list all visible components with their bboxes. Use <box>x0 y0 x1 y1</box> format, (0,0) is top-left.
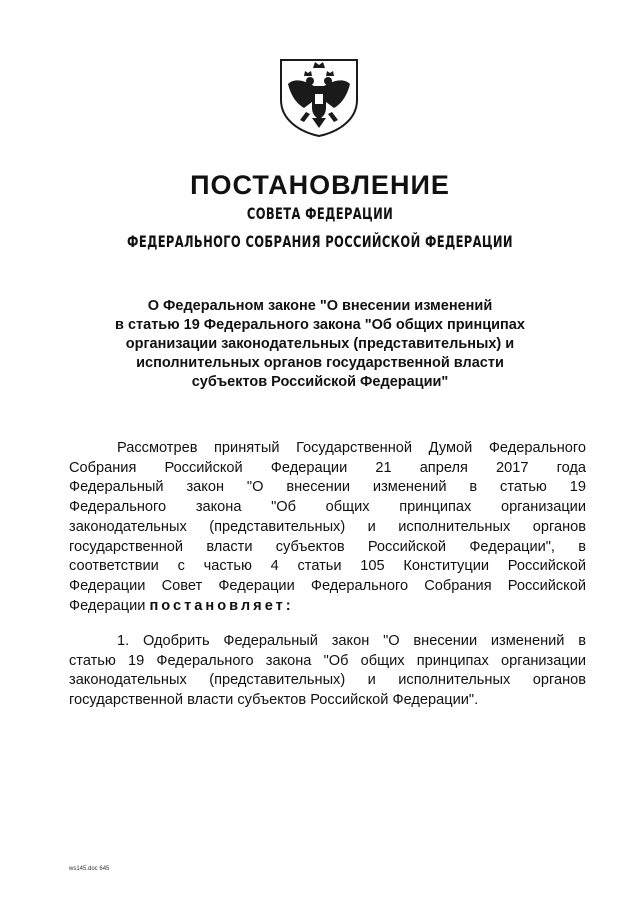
paragraph-line-final <box>69 597 586 617</box>
paragraph-line: законодательных (представительных) и исполнительных органов <box>69 672 586 689</box>
paragraph-line: 1. Одобрить Федеральный закон "О внесении изменений в <box>117 633 586 649</box>
preamble-paragraph <box>69 439 586 616</box>
resolution-heading <box>80 297 560 392</box>
paragraph-line: Федерального закона "Об общих принципах организации <box>69 499 586 516</box>
document-title: ПОСТАНОВЛЕНИЕ <box>190 170 450 200</box>
heading-line: организации законодательных (представительных) и <box>125 336 515 352</box>
paragraph-line: государственной власти субъектов Российской Федерации", в <box>69 538 586 555</box>
heading-line: субъектов Российской Федерации" <box>191 374 449 390</box>
heading-line: в статью 19 Федерального закона "Об общих принципах <box>115 317 525 333</box>
paragraph-line: Федеральный закон "О внесении изменений в статью 19 <box>69 479 586 496</box>
paragraph-line: государственной власти субъектов Российской Федерации". <box>69 692 479 709</box>
heading-line: О Федеральном законе "О внесении изменений <box>147 298 493 314</box>
clause-1-paragraph <box>69 632 586 711</box>
paragraph-line: законодательных (представительных) и исполнительных органов <box>69 518 586 535</box>
heading-line: исполнительных органов государственной власти <box>136 355 504 371</box>
paragraph-line-prefix: Федерации <box>69 597 146 614</box>
paragraph-line: Федерации Совет Федерации Федерального Собрания Российской <box>69 577 586 594</box>
paragraph-line: Рассмотрев принятый Государственной Думой Федерального <box>117 440 586 456</box>
paragraph-line: соответствии с частью 4 статьи 105 Конституции Российской <box>69 558 586 575</box>
paragraph-line: статью 19 Федерального закона "Об общих принципах организации <box>69 652 586 669</box>
paragraph-line: Собрания Российской Федерации 21 апреля 2017 года <box>69 459 586 476</box>
issuer-line-1: СОВЕТА ФЕДЕРАЦИИ <box>246 204 394 223</box>
russian-coat-of-arms-icon <box>276 56 362 138</box>
issuer-line-2: ФЕДЕРАЛЬНОГО СОБРАНИЯ РОССИЙСКОЙ ФЕДЕРАЦИИ <box>127 232 513 251</box>
decree-word: постановляет: <box>149 597 294 614</box>
footer-document-code: ws145.doc 645 <box>69 866 110 872</box>
